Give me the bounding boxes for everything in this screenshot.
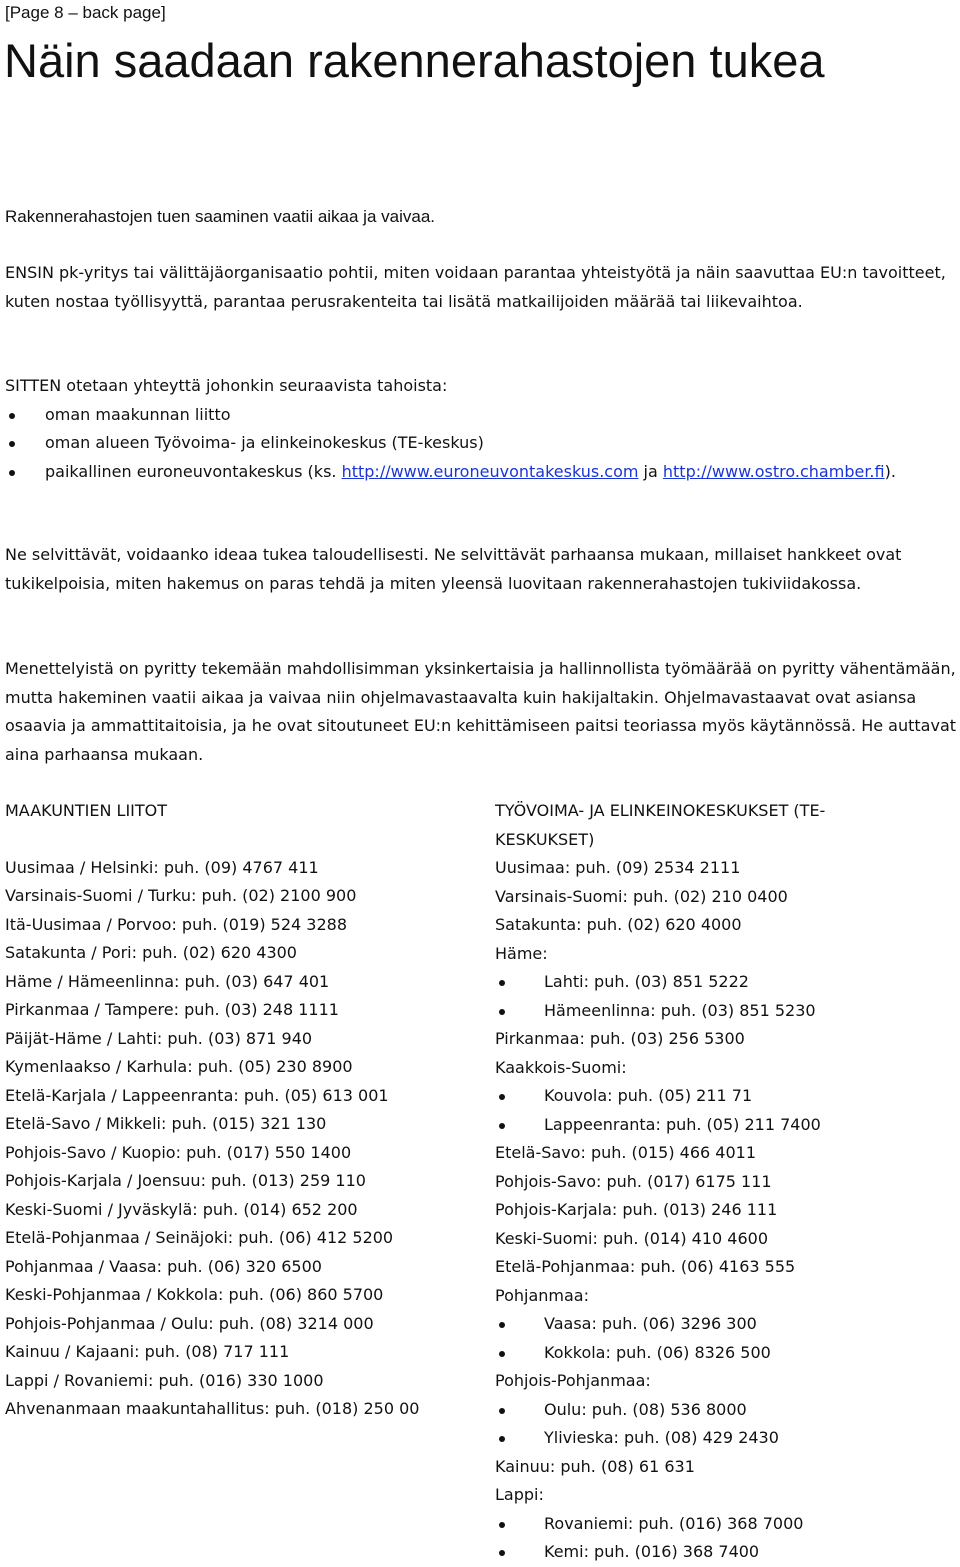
bullet-icon — [499, 1408, 505, 1414]
list-item-text: Kemi: puh. (016) 368 7400 — [544, 1542, 760, 1561]
list-item: Pohjois-Karjala: puh. (013) 246 111 — [495, 1200, 778, 1219]
list-item: Itä-Uusimaa / Porvoo: puh. (019) 524 3288 — [5, 914, 347, 934]
list-item: Pohjanmaa / Vaasa: puh. (06) 320 6500 — [5, 1256, 322, 1276]
list-item — [495, 1310, 915, 1339]
list-item: Kainuu: puh. (08) 61 631 — [495, 1456, 695, 1476]
ensin-paragraph: ENSIN pk-yritys tai välittäjäorganisaatio pohtii, miten voidaan parantaa yhteistyötä ja näin saavuttaa EU:n tavoitteet, kuten nostaa työllisyyttä, parantaa perusrakenteita tai lisätä matkailijoiden määrää tai liikevaihtoa. — [5, 263, 946, 311]
region-label: Pohjois-Pohjanmaa: — [495, 1371, 651, 1390]
bullet-icon — [499, 1322, 505, 1328]
bullet-icon — [499, 1094, 505, 1100]
region-label: Häme: — [495, 943, 548, 963]
list-item — [495, 1082, 915, 1111]
menettely-paragraph: Menettelyistä on pyritty tekemään mahdollisimman yksinkertaisia ja hallinnollista työmäärää on pyritty vähentämään, mutta hakeminen vaatii aikaa ja vaivaa niin ohjelmavastaavalta kuin hakijaltakin. Ohjelmavastaavat ovat asiansa osaavia ja ammattitaitoisia, ja he ovat sitoutuneet EU:n kehittämiseen paitsi teoriassa myös käytännössä. He auttavat aina parhaansa mukaan. — [5, 659, 957, 764]
page-title: Näin saadaan rakennerahastojen tukea — [4, 34, 825, 87]
list-item: Etelä-Savo / Mikkeli: puh. (015) 321 130 — [5, 1114, 327, 1133]
list-item-text: Rovaniemi: puh. (016) 368 7000 — [544, 1513, 804, 1533]
list-item: Kymenlaakso / Karhula: puh. (05) 230 8900 — [5, 1057, 353, 1076]
list-item-text: Vaasa: puh. (06) 3296 300 — [544, 1314, 757, 1333]
bullet-icon — [9, 413, 15, 419]
list-item: Häme / Hämeenlinna: puh. (03) 647 401 — [5, 971, 330, 991]
region-label: Pohjanmaa: — [495, 1285, 589, 1305]
list-item-text: Kokkola: puh. (06) 8326 500 — [544, 1342, 771, 1362]
list-item: Pohjois-Pohjanmaa / Oulu: puh. (08) 3214 000 — [5, 1313, 374, 1333]
list-item-text: Hämeenlinna: puh. (03) 851 5230 — [544, 1000, 816, 1020]
list-item — [495, 1396, 915, 1425]
list-item-text: Kouvola: puh. (05) 211 71 — [544, 1086, 753, 1105]
list-item-text: paikallinen euroneuvontakeskus (ks. — [45, 461, 342, 481]
maakuntien-liitot-column — [5, 797, 475, 1424]
list-item: Päijät-Häme / Lahti: puh. (03) 871 940 — [5, 1028, 313, 1048]
intro-sentence: Rakennerahastojen tuen saaminen vaatii aikaa ja vaivaa. — [5, 207, 435, 226]
list-item — [495, 1339, 915, 1368]
list-item-suffix: ). — [884, 461, 896, 481]
list-item-text: Ylivieska: puh. (08) 429 2430 — [544, 1428, 779, 1447]
list-item: Keski-Suomi: puh. (014) 410 4600 — [495, 1228, 769, 1248]
te-keskukset-column — [495, 797, 915, 1567]
list-item: Pirkanmaa / Tampere: puh. (03) 248 1111 — [5, 1000, 339, 1019]
list-item: Satakunta / Pori: puh. (02) 620 4300 — [5, 943, 297, 962]
region-label: Kaakkois-Suomi: — [495, 1057, 627, 1077]
list-item: Pohjois-Savo / Kuopio: puh. (017) 550 1400 — [5, 1142, 352, 1162]
sitten-intro: SITTEN otetaan yhteyttä johonkin seuraavista tahoista: — [5, 376, 448, 395]
list-item: Etelä-Pohjanmaa: puh. (06) 4163 555 — [495, 1257, 796, 1276]
maakuntien-liitot-heading: MAAKUNTIEN LIITOT — [5, 801, 168, 820]
list-item — [495, 1111, 915, 1140]
list-item-text: Lahti: puh. (03) 851 5222 — [544, 972, 749, 991]
list-item: Etelä-Pohjanmaa / Seinäjoki: puh. (06) 412 5200 — [5, 1228, 394, 1247]
bullet-icon — [499, 1436, 505, 1442]
list-item — [495, 1538, 915, 1567]
contact-bullet-list — [5, 401, 957, 487]
region-label: Lappi: — [495, 1485, 544, 1504]
list-item — [5, 429, 957, 458]
ostro-chamber-link[interactable]: http://www.ostro.chamber.fi — [662, 461, 885, 481]
te-keskukset-heading: TYÖVOIMA- JA ELINKEINOKESKUKSET (TE-KESKUKSET) — [495, 801, 826, 849]
list-item: Keski-Suomi / Jyväskylä: puh. (014) 652 200 — [5, 1199, 358, 1219]
link-joiner: ja — [638, 461, 663, 481]
list-item — [495, 968, 915, 997]
list-item-text: Oulu: puh. (08) 536 8000 — [544, 1399, 747, 1419]
bullet-icon — [499, 1550, 505, 1556]
list-item: Varsinais-Suomi / Turku: puh. (02) 2100 900 — [5, 886, 357, 905]
bullet-icon — [9, 470, 15, 476]
list-item — [495, 997, 915, 1026]
bullet-icon — [499, 980, 505, 986]
bullet-icon — [499, 1351, 505, 1357]
list-item-text: Lappeenranta: puh. (05) 211 7400 — [544, 1114, 821, 1134]
page-header-tag: [Page 8 – back page] — [5, 3, 166, 22]
list-item: Lappi / Rovaniemi: puh. (016) 330 1000 — [5, 1370, 324, 1390]
list-item: Pirkanmaa: puh. (03) 256 5300 — [495, 1029, 745, 1048]
sitten-section — [5, 372, 957, 486]
list-item: Uusimaa: puh. (09) 2534 2111 — [495, 858, 741, 877]
list-item-text: oman alueen Työvoima- ja elinkeinokeskus (TE-keskus) — [45, 433, 484, 452]
list-item — [495, 1510, 915, 1539]
list-item-text: oman maakunnan liitto — [45, 404, 231, 424]
list-item: Kainuu / Kajaani: puh. (08) 717 111 — [5, 1342, 290, 1361]
bullet-icon — [499, 1123, 505, 1129]
list-item: Pohjois-Savo: puh. (017) 6175 111 — [495, 1171, 772, 1191]
list-item — [5, 458, 957, 487]
list-item: Ahvenanmaan maakuntahallitus: puh. (018) 250 00 — [5, 1399, 420, 1418]
euroneuvontakeskus-link[interactable]: http://www.euroneuvontakeskus.com — [341, 461, 639, 481]
list-item: Etelä-Karjala / Lappeenranta: puh. (05) 613 001 — [5, 1085, 389, 1105]
bullet-icon — [9, 441, 15, 447]
selvittavat-paragraph: Ne selvittävät, voidaanko ideaa tukea taloudellisesti. Ne selvittävät parhaansa mukaan, millaiset hankkeet ovat tukikelpoisia, miten hakemus on paras tehdä ja miten yleensä luovitaan rakennerahastojen tukiviidakossa. — [5, 545, 902, 593]
bullet-icon — [499, 1009, 505, 1015]
list-item — [5, 401, 957, 430]
maakuntien-liitot-list — [5, 854, 475, 1424]
list-item: Varsinais-Suomi: puh. (02) 210 0400 — [495, 886, 788, 906]
list-item: Uusimaa / Helsinki: puh. (09) 4767 411 — [5, 857, 319, 877]
list-item — [495, 1424, 915, 1453]
list-item: Keski-Pohjanmaa / Kokkola: puh. (06) 860 5700 — [5, 1285, 384, 1304]
list-item: Pohjois-Karjala / Joensuu: puh. (013) 259 110 — [5, 1171, 366, 1190]
list-item: Satakunta: puh. (02) 620 4000 — [495, 915, 742, 934]
bullet-icon — [499, 1522, 505, 1528]
list-item: Etelä-Savo: puh. (015) 466 4011 — [495, 1143, 757, 1162]
